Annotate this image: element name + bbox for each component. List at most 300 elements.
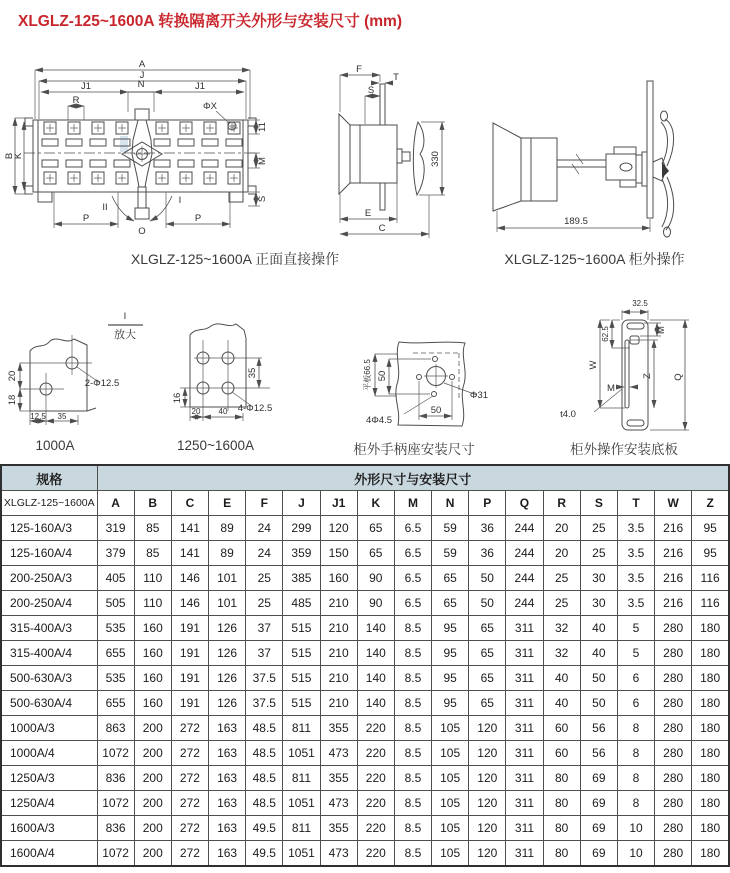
dim-cell: 20 — [543, 516, 580, 541]
dim-label-o: O — [138, 226, 146, 237]
dim-label-20: 20 — [7, 370, 18, 382]
table-row — [1, 541, 729, 566]
dim-cell: 8.5 — [394, 741, 431, 766]
dim-cell: 10 — [617, 841, 654, 867]
col-header-f: F — [246, 491, 283, 516]
detail-note-label: 放大 — [114, 329, 136, 341]
hole-callout-label: 2-Φ12.5 — [84, 378, 120, 389]
dim-cell: 191 — [171, 616, 208, 641]
dim-label-12-5: 12.5 — [30, 412, 46, 421]
dim-cell: 140 — [357, 666, 394, 691]
dim-cell: 272 — [171, 791, 208, 816]
dim-cell: 48.5 — [246, 766, 283, 791]
hole-detail-1250-caption: 1250~1600A — [177, 438, 254, 453]
dim-label-w: W — [588, 360, 599, 370]
table-row — [1, 516, 729, 541]
dim-cell: 1072 — [97, 791, 134, 816]
external-body — [493, 81, 674, 237]
dim-cell: 36 — [469, 541, 506, 566]
hole-plate-1000 — [24, 335, 96, 417]
dim-cell: 69 — [580, 766, 617, 791]
spec-cell: 200-250A/3 — [1, 566, 97, 591]
dim-cell: 216 — [655, 516, 692, 541]
dim-cell: 811 — [283, 716, 320, 741]
dim-cell: 95 — [432, 666, 469, 691]
dim-cell: 95 — [432, 641, 469, 666]
dim-cell: 140 — [357, 641, 394, 666]
dim-label-b: B — [4, 152, 15, 160]
spec-cell: 125-160A/4 — [1, 541, 97, 566]
dim-cell: 120 — [469, 766, 506, 791]
dim-cell: 5 — [617, 616, 654, 641]
dim-cell: 1051 — [283, 791, 320, 816]
dim-cell: 210 — [320, 641, 357, 666]
dim-cell: 3.5 — [617, 541, 654, 566]
dim-cell: 515 — [283, 666, 320, 691]
spec-cell: 200-250A/4 — [1, 591, 97, 616]
dim-cell: 272 — [171, 741, 208, 766]
dim-label-e: E — [364, 208, 372, 219]
col-header-c: C — [171, 491, 208, 516]
dim-cell: 405 — [97, 566, 134, 591]
dim-label-35: 35 — [247, 367, 258, 379]
dim-cell: 210 — [320, 591, 357, 616]
dim-cell: 163 — [209, 791, 246, 816]
dim-cell: 180 — [692, 666, 729, 691]
dim-cell: 65 — [469, 616, 506, 641]
dim-label-50-h: 50 — [430, 405, 442, 416]
dim-cell: 299 — [283, 516, 320, 541]
dim-cell: 59 — [432, 541, 469, 566]
dim-cell: 280 — [655, 841, 692, 867]
dim-label-c: C — [378, 223, 386, 234]
dim-cell: 95 — [432, 616, 469, 641]
dim-cell: 8 — [617, 741, 654, 766]
dim-cell: 50 — [469, 591, 506, 616]
dim-label-11: 11 — [257, 122, 268, 132]
table-row — [1, 691, 729, 716]
dim-cell: 69 — [580, 816, 617, 841]
dim-cell: 1051 — [283, 741, 320, 766]
dim-label-18: 18 — [7, 394, 18, 406]
dim-cell: 49.5 — [246, 816, 283, 841]
col-header-k: K — [357, 491, 394, 516]
spec-cell: 315-400A/4 — [1, 641, 97, 666]
dim-cell: 25 — [246, 591, 283, 616]
dim-label-s: S — [257, 195, 268, 203]
table-row — [1, 816, 729, 841]
dim-cell: 1072 — [97, 741, 134, 766]
dim-cell: 49.5 — [246, 841, 283, 867]
dim-cell: 163 — [209, 716, 246, 741]
table-row — [1, 616, 729, 641]
hole-detail-1250-drawing — [168, 295, 318, 437]
dim-cell: 359 — [283, 541, 320, 566]
dim-cell: 535 — [97, 666, 134, 691]
dim-cell: 20 — [543, 541, 580, 566]
dim-cell: 48.5 — [246, 791, 283, 816]
dim-cell: 210 — [320, 666, 357, 691]
dim-label-z: Z — [642, 373, 653, 379]
dim-cell: 220 — [357, 716, 394, 741]
dimensions-table — [0, 464, 730, 867]
table-row — [1, 716, 729, 741]
dim-label-m-mid: M — [607, 383, 615, 394]
dim-cell: 40 — [580, 641, 617, 666]
table-row — [1, 566, 729, 591]
dim-cell: 30 — [580, 566, 617, 591]
dim-cell: 126 — [209, 641, 246, 666]
dim-cell: 105 — [432, 741, 469, 766]
dim-cell: 655 — [97, 691, 134, 716]
dim-label-35: 35 — [57, 412, 67, 421]
dim-cell: 220 — [357, 766, 394, 791]
dim-cell: 655 — [97, 641, 134, 666]
dim-cell: 191 — [171, 641, 208, 666]
dim-cell: 163 — [209, 766, 246, 791]
dim-cell: 210 — [320, 691, 357, 716]
dim-cell: 6.5 — [394, 566, 431, 591]
dim-cell: 65 — [357, 516, 394, 541]
dim-cell: 126 — [209, 666, 246, 691]
dim-cell: 280 — [655, 716, 692, 741]
dim-cell: 244 — [506, 516, 543, 541]
front-body — [24, 118, 258, 202]
dim-cell: 200 — [134, 766, 171, 791]
dim-cell: 200 — [134, 791, 171, 816]
dim-cell: 216 — [655, 591, 692, 616]
dim-cell: 140 — [357, 691, 394, 716]
spec-cell: 1600A/3 — [1, 816, 97, 841]
col-header-j1: J1 — [320, 491, 357, 516]
dim-cell: 120 — [469, 741, 506, 766]
side-view-drawing — [332, 56, 457, 248]
dim-cell: 311 — [506, 666, 543, 691]
dim-cell: 50 — [469, 566, 506, 591]
hole-1000-dimensions — [7, 363, 119, 425]
dim-cell: 180 — [692, 791, 729, 816]
col-header-e: E — [209, 491, 246, 516]
dim-cell: 24 — [246, 541, 283, 566]
dim-cell: 126 — [209, 616, 246, 641]
dim-cell: 272 — [171, 816, 208, 841]
side-body — [339, 84, 424, 210]
dim-cell: 220 — [357, 741, 394, 766]
dim-cell: 280 — [655, 766, 692, 791]
col-header-r: R — [543, 491, 580, 516]
dim-cell: 95 — [692, 516, 729, 541]
position-label-i: I — [178, 195, 182, 206]
dim-cell: 515 — [283, 641, 320, 666]
spec-cell: 1250A/4 — [1, 791, 97, 816]
dim-label-t: T — [393, 72, 399, 83]
detail-marker — [108, 311, 143, 341]
dim-label-q: Q — [673, 373, 684, 381]
dim-cell: 3.5 — [617, 566, 654, 591]
dim-cell: 126 — [209, 691, 246, 716]
dim-cell: 311 — [506, 641, 543, 666]
dim-cell: 37 — [246, 641, 283, 666]
col-header-j: J — [283, 491, 320, 516]
dim-cell: 85 — [134, 541, 171, 566]
dim-cell: 180 — [692, 691, 729, 716]
dim-label-20: 20 — [191, 407, 201, 416]
dim-cell: 311 — [506, 791, 543, 816]
dim-cell: 355 — [320, 716, 357, 741]
table-header-row-2 — [1, 491, 729, 516]
dim-cell: 311 — [506, 616, 543, 641]
col-header-q: Q — [506, 491, 543, 516]
dim-cell: 473 — [320, 741, 357, 766]
dim-cell: 50 — [580, 666, 617, 691]
dim-cell: 163 — [209, 816, 246, 841]
dim-cell: 150 — [320, 541, 357, 566]
dim-label-330: 330 — [430, 151, 441, 167]
dim-cell: 8.5 — [394, 691, 431, 716]
dim-cell: 8.5 — [394, 766, 431, 791]
dim-cell: 105 — [432, 716, 469, 741]
front-dimensions — [4, 59, 268, 237]
dim-cell: 40 — [543, 666, 580, 691]
dim-cell: 811 — [283, 766, 320, 791]
dim-cell: 30 — [580, 591, 617, 616]
dim-cell: 5 — [617, 641, 654, 666]
dim-cell: 120 — [469, 841, 506, 867]
dim-label-62-5: 62.5 — [601, 326, 610, 342]
model-header: XLGLZ-125~1600A — [1, 491, 97, 516]
dim-label-n: N — [137, 79, 145, 90]
dim-cell: 180 — [692, 641, 729, 666]
front-view-caption: XLGLZ-125~1600A 正面直接操作 — [130, 251, 340, 267]
spec-cell: 125-160A/3 — [1, 516, 97, 541]
dim-cell: 811 — [283, 816, 320, 841]
dim-cell: 65 — [357, 541, 394, 566]
dim-cell: 120 — [469, 716, 506, 741]
dim-cell: 80 — [543, 816, 580, 841]
position-label-ii: II — [102, 202, 108, 213]
dim-cell: 280 — [655, 641, 692, 666]
dim-cell: 180 — [692, 616, 729, 641]
dim-cell: 80 — [543, 841, 580, 867]
dim-cell: 3.5 — [617, 516, 654, 541]
dim-cell: 515 — [283, 691, 320, 716]
dim-cell: 3.5 — [617, 591, 654, 616]
front-handle — [112, 109, 172, 221]
dim-cell: 105 — [432, 841, 469, 867]
dim-cell: 311 — [506, 716, 543, 741]
spec-cell: 1250A/3 — [1, 766, 97, 791]
seat-holes-label: 4Φ4.5 — [365, 415, 393, 426]
spec-cell: 315-400A/3 — [1, 616, 97, 641]
dim-label-m-top: M — [656, 326, 667, 334]
dim-cell: 1072 — [97, 841, 134, 867]
dim-cell: 836 — [97, 766, 134, 791]
base-plate-caption: 柜外操作安装底板 — [570, 442, 678, 457]
dim-cell: 210 — [320, 616, 357, 641]
dim-cell: 8.5 — [394, 716, 431, 741]
dim-cell: 311 — [506, 816, 543, 841]
dim-cell: 385 — [283, 566, 320, 591]
table-row — [1, 766, 729, 791]
dim-cell: 280 — [655, 816, 692, 841]
dim-cell: 200 — [134, 716, 171, 741]
dim-cell: 65 — [469, 691, 506, 716]
col-header-t: T — [617, 491, 654, 516]
dim-cell: 105 — [432, 816, 469, 841]
front-view-drawing — [4, 56, 268, 246]
dim-cell: 244 — [506, 591, 543, 616]
dim-label-p-left: P — [82, 213, 90, 224]
handle-seat-drawing — [349, 296, 539, 438]
dim-cell: 160 — [134, 641, 171, 666]
side-dimensions — [340, 64, 445, 238]
external-operation-caption: XLGLZ-125~1600A 柜外操作 — [504, 251, 685, 267]
dim-cell: 473 — [320, 791, 357, 816]
dim-cell: 120 — [469, 791, 506, 816]
dim-cell: 160 — [320, 566, 357, 591]
dim-cell: 25 — [543, 591, 580, 616]
dim-cell: 146 — [171, 591, 208, 616]
dim-cell: 69 — [580, 791, 617, 816]
dim-cell: 319 — [97, 516, 134, 541]
dim-cell: 220 — [357, 841, 394, 867]
dim-label-50-v: 50 — [377, 370, 388, 382]
dim-label-phi-x: ΦX — [203, 101, 217, 112]
dim-cell: 37 — [246, 616, 283, 641]
dim-cell: 6.5 — [394, 541, 431, 566]
dim-cell: 80 — [543, 766, 580, 791]
table-header-row-1 — [1, 465, 729, 491]
dim-cell: 244 — [506, 566, 543, 591]
dim-cell: 24 — [246, 516, 283, 541]
dim-cell: 80 — [543, 791, 580, 816]
dim-cell: 89 — [209, 516, 246, 541]
dim-cell: 56 — [580, 716, 617, 741]
handle-seat-caption: 柜外手柄座安装尺寸 — [353, 442, 475, 457]
spec-cell: 1000A/4 — [1, 741, 97, 766]
dim-cell: 25 — [543, 566, 580, 591]
dim-cell: 515 — [283, 616, 320, 641]
dim-label-p-right: P — [194, 213, 202, 224]
dim-cell: 8.5 — [394, 616, 431, 641]
dim-cell: 105 — [432, 791, 469, 816]
dim-cell: 180 — [692, 816, 729, 841]
dim-cell: 8.5 — [394, 641, 431, 666]
dim-cell: 180 — [692, 841, 729, 867]
dim-cell: 473 — [320, 841, 357, 867]
dim-cell: 200 — [134, 816, 171, 841]
dim-cell: 220 — [357, 816, 394, 841]
dim-cell: 8.5 — [394, 816, 431, 841]
table-body — [1, 516, 729, 867]
dim-cell: 163 — [209, 841, 246, 867]
dim-cell: 60 — [543, 716, 580, 741]
dim-label-32-5: 32.5 — [632, 299, 648, 308]
dim-cell: 180 — [692, 716, 729, 741]
dim-cell: 32 — [543, 616, 580, 641]
detail-ref-label: I — [123, 311, 127, 322]
dim-cell: 485 — [283, 591, 320, 616]
dim-cell: 32 — [543, 641, 580, 666]
dim-label-16: 16 — [172, 392, 183, 404]
dim-cell: 69 — [580, 841, 617, 867]
spec-cell: 1600A/4 — [1, 841, 97, 867]
dim-cell: 836 — [97, 816, 134, 841]
dim-label-f: F — [356, 64, 362, 75]
dim-cell: 216 — [655, 541, 692, 566]
dim-cell: 216 — [655, 566, 692, 591]
dim-label-j: J — [139, 70, 145, 81]
dim-cell: 6 — [617, 691, 654, 716]
dim-cell: 200 — [134, 741, 171, 766]
dim-cell: 65 — [469, 641, 506, 666]
dim-cell: 272 — [171, 841, 208, 867]
table-row — [1, 641, 729, 666]
dim-cell: 37.5 — [246, 691, 283, 716]
col-header-z: Z — [692, 491, 729, 516]
dim-label-189-5: 189.5 — [564, 216, 588, 227]
dim-cell: 25 — [580, 541, 617, 566]
dim-cell: 90 — [357, 591, 394, 616]
dim-cell: 59 — [432, 516, 469, 541]
dim-cell: 220 — [357, 791, 394, 816]
dim-label-40: 40 — [218, 407, 228, 416]
spec-header: 规格 — [1, 465, 97, 491]
dim-cell: 65 — [469, 666, 506, 691]
dim-cell: 40 — [580, 616, 617, 641]
dim-cell: 505 — [97, 591, 134, 616]
dim-label-k: K — [13, 152, 24, 160]
dim-cell: 280 — [655, 791, 692, 816]
dim-cell: 110 — [134, 591, 171, 616]
dim-cell: 50 — [580, 691, 617, 716]
dim-cell: 180 — [692, 766, 729, 791]
dim-label-m: M — [257, 157, 268, 165]
dim-cell: 8.5 — [394, 791, 431, 816]
dim-cell: 191 — [171, 666, 208, 691]
spec-cell: 1000A/3 — [1, 716, 97, 741]
dim-cell: 311 — [506, 841, 543, 867]
dim-cell: 140 — [357, 616, 394, 641]
dim-label-plate: 平板66.5 — [363, 359, 372, 391]
dim-cell: 280 — [655, 691, 692, 716]
table-row — [1, 841, 729, 867]
dim-cell: 85 — [134, 516, 171, 541]
dim-cell: 280 — [655, 616, 692, 641]
dim-cell: 141 — [171, 516, 208, 541]
table-row — [1, 741, 729, 766]
dim-cell: 1051 — [283, 841, 320, 867]
base-plate-drawing — [554, 292, 730, 438]
col-header-n: N — [432, 491, 469, 516]
external-operation-drawing — [484, 56, 699, 246]
dim-label-t4: t4.0 — [560, 409, 576, 420]
col-header-b: B — [134, 491, 171, 516]
dim-label-j1-right: J1 — [194, 81, 206, 92]
table-row — [1, 666, 729, 691]
dim-cell: 141 — [171, 541, 208, 566]
dim-label-r: R — [72, 95, 80, 106]
dim-cell: 89 — [209, 541, 246, 566]
dim-label-j1-left: J1 — [80, 81, 92, 92]
dim-cell: 280 — [655, 741, 692, 766]
dim-cell: 25 — [580, 516, 617, 541]
dim-cell: 48.5 — [246, 741, 283, 766]
hole-detail-1000a-caption: 1000A — [35, 438, 75, 453]
dim-cell: 101 — [209, 591, 246, 616]
external-dimensions — [497, 211, 650, 232]
dim-cell: 6.5 — [394, 591, 431, 616]
